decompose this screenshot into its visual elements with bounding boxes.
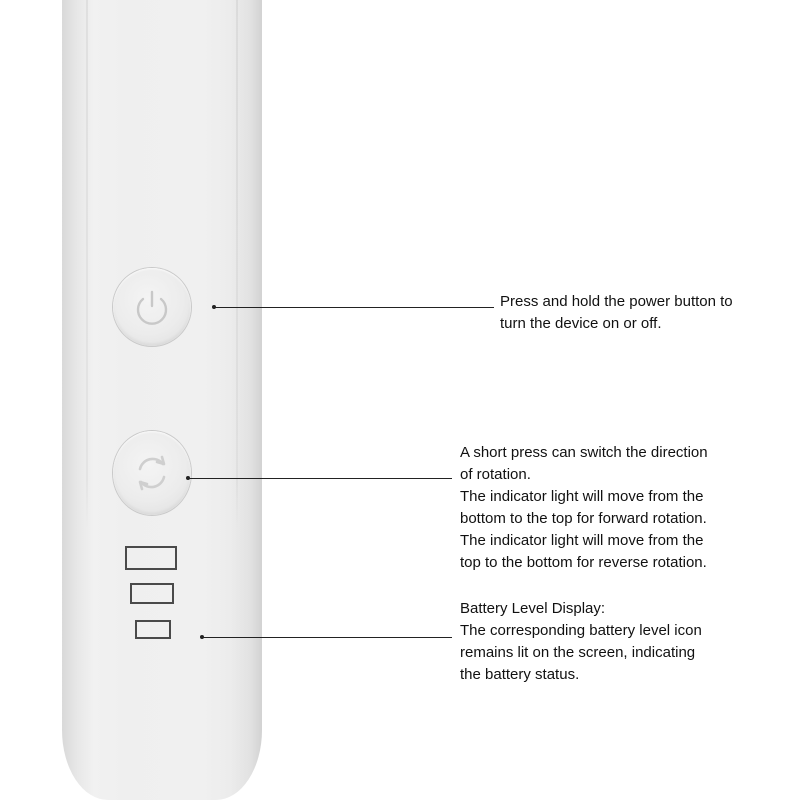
power-icon bbox=[113, 268, 191, 346]
battery-level-bar-high bbox=[125, 546, 177, 570]
groove-right bbox=[236, 0, 238, 530]
battery-level-bar-low bbox=[135, 620, 171, 639]
battery-callout-line bbox=[202, 637, 452, 638]
rotation-arrows-icon bbox=[113, 431, 191, 515]
power-button[interactable] bbox=[113, 268, 191, 346]
power-callout-text: Press and hold the power button to turn the device on or off. bbox=[500, 293, 733, 332]
battery-callout-text: Battery Level Display: The corresponding battery level icon remains lit on the screen, indicating the battery status. bbox=[460, 600, 702, 683]
rotation-button[interactable] bbox=[113, 431, 191, 515]
device-body bbox=[62, 0, 262, 800]
groove-left bbox=[86, 0, 88, 530]
power-callout-line bbox=[214, 307, 494, 308]
rotation-callout-text: A short press can switch the direction of rotation. The indicator light will move from the bottom to the top for forward rotation. The indicator light will move from the top to the bottom for reverse rotation. bbox=[460, 444, 708, 571]
rotation-callout-line bbox=[188, 478, 452, 479]
battery-level-bar-mid bbox=[130, 583, 174, 604]
